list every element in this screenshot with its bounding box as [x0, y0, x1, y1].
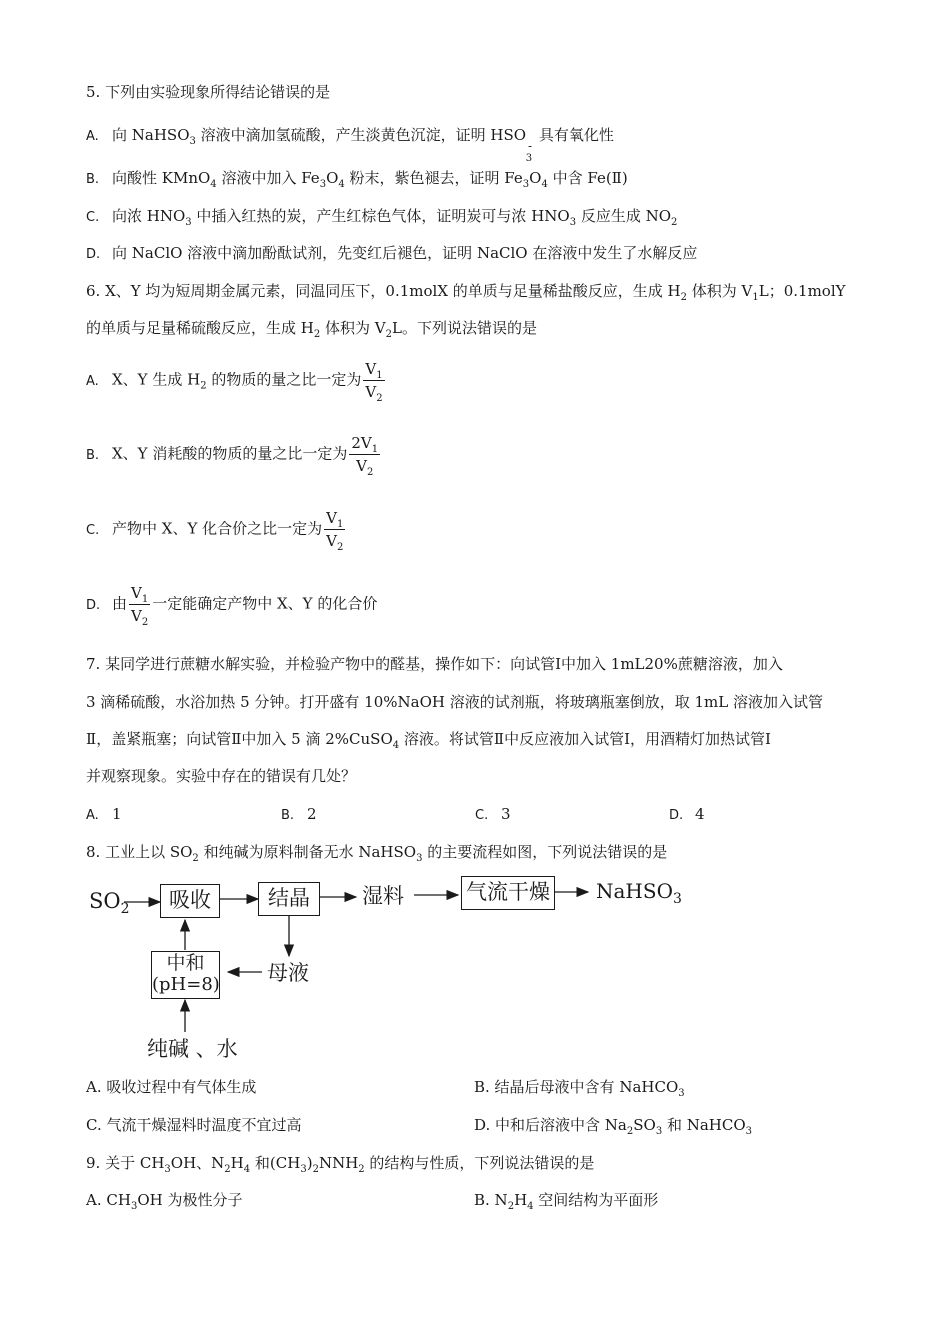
option-letter: D.: [86, 247, 101, 262]
text: 和 NaHCO: [662, 1116, 746, 1134]
text: B. N: [474, 1191, 508, 1209]
option-letter: A.: [86, 373, 99, 389]
text: X、Y 生成 H: [112, 370, 201, 389]
q7-option-a: [86, 804, 122, 826]
subscript: 2: [507, 1201, 515, 1212]
flow-input-label: 纯碱 、水: [147, 1037, 238, 1061]
subscript: 1: [752, 292, 759, 303]
q5-option-b: [86, 168, 628, 190]
q7-option-b: [281, 804, 317, 826]
text: NaHSO: [596, 879, 673, 903]
subscript: 1: [371, 444, 379, 455]
subscript: 4: [527, 1201, 534, 1212]
subscript: 3: [130, 1201, 138, 1212]
q8-option-d: [474, 1115, 752, 1135]
subscript: 1: [336, 519, 344, 530]
q6-option-b: [86, 432, 382, 477]
text: 3: [501, 805, 511, 823]
text: 8. 工业上以 SO: [86, 843, 193, 861]
text: 中插入红热的炭，产生红棕色气体，证明炭可与浓 HNO: [191, 207, 570, 225]
subscript: 3: [655, 1126, 663, 1137]
text: V: [365, 383, 377, 401]
text: 由: [112, 594, 128, 613]
text: L；0.1molY: [758, 282, 846, 300]
subscript: 3: [300, 1164, 307, 1175]
text: 和(CH: [250, 1154, 301, 1172]
text: O: [529, 169, 542, 187]
text: 体积为 V: [320, 319, 386, 337]
flow-crystal-box: 结晶: [258, 882, 320, 916]
subscript: 2: [192, 853, 199, 864]
text: L。下列说法错误的是: [391, 319, 537, 337]
subscript: 3: [416, 853, 423, 864]
text: 2: [307, 805, 317, 823]
subscript: 4: [392, 740, 400, 751]
text: 向 NaHSO: [112, 126, 190, 144]
text: NNH: [318, 1154, 359, 1172]
text: ): [306, 1154, 313, 1172]
text: O: [326, 169, 339, 187]
text: 反应生成 NO: [576, 207, 672, 225]
ion-charge: -: [528, 139, 533, 153]
text: 溶液中滴加氢硫酸，产生淡黄色沉淀，证明 HSO: [195, 126, 527, 144]
flow-mother-label: 母液: [267, 961, 309, 985]
text: 具有氧化性: [534, 126, 614, 144]
text: V: [365, 360, 377, 378]
text: H: [514, 1191, 528, 1209]
option-letter: C.: [86, 522, 100, 538]
text: 空间结构为平面形: [533, 1191, 659, 1209]
subscript: 2: [626, 1126, 634, 1137]
text: 溶液中加入 Fe: [216, 169, 320, 187]
fraction: [129, 582, 150, 627]
q8-option-c: C. 气流干燥湿料时温度不宜过高: [86, 1116, 302, 1134]
q6-stem-line2: [86, 318, 537, 338]
subscript: 2: [141, 617, 149, 628]
text: V: [356, 457, 367, 475]
subscript: 2: [120, 901, 130, 918]
option-letter: A.: [86, 808, 99, 823]
q6-option-c: [86, 507, 347, 552]
text: 9. 关于 CH: [86, 1154, 165, 1172]
subscript: 1: [141, 594, 149, 605]
q9-option-a: [86, 1190, 242, 1210]
option-letter: B.: [281, 808, 295, 823]
text: D. 中和后溶液中含 Na: [474, 1116, 627, 1134]
text: 粉末，紫色褪去，证明 Fe: [344, 169, 523, 187]
q9-option-b: [474, 1190, 658, 1210]
text: 6. X、Y 均为短周期金属元素，同温同压下，0.1molX 的单质与足量稀盐酸反应，生成 H: [86, 282, 681, 300]
q6-option-a: [86, 358, 387, 403]
subscript: 2: [224, 1164, 231, 1175]
option-letter: D.: [86, 597, 101, 613]
option-letter: B.: [86, 447, 100, 463]
fraction: [349, 432, 380, 477]
subscript: 3: [319, 179, 327, 190]
q6-option-d: [86, 582, 377, 627]
q6-stem-line1: [86, 281, 846, 301]
q5-option-c: [86, 206, 677, 228]
subscript: 2: [313, 329, 321, 340]
text: 向 NaClO 溶液中滴加酚酞试剂，先变红后褪色，证明 NaClO 在溶液中发生了水解反应: [112, 244, 698, 262]
subscript: 1: [376, 370, 383, 381]
subscript: 2: [366, 467, 374, 478]
subscript: 2: [312, 1164, 319, 1175]
q7-option-c: [475, 804, 511, 826]
option-letter: C.: [86, 210, 100, 225]
subscript: 3: [678, 1088, 685, 1099]
option-letter: A.: [86, 129, 99, 144]
text: SO: [633, 1116, 656, 1134]
text: 中含 Fe(Ⅱ): [547, 169, 628, 187]
q8-option-a: A. 吸收过程中有气体生成: [86, 1078, 257, 1096]
flow-wet-label: 湿料: [362, 884, 404, 908]
text: 中和: [166, 952, 205, 974]
subscript: 4: [243, 1164, 251, 1175]
text: 产物中 X、Y 化合价之比一定为: [112, 519, 323, 538]
text: B. 结晶后母液中含有 NaHCO: [474, 1078, 679, 1096]
subscript: 4: [210, 179, 217, 190]
flow-neutral-box: [151, 951, 220, 999]
flow-product-label: [596, 876, 682, 906]
q5-option-d: [86, 243, 697, 265]
flow-absorb-box: 吸收: [160, 884, 220, 918]
text: 体积为 V: [687, 282, 753, 300]
q5-stem: 5. 下列由实验现象所得结论错误的是: [86, 83, 331, 101]
subscript: 4: [541, 179, 548, 190]
text: 向浓 HNO: [112, 207, 186, 225]
text: V: [131, 584, 142, 602]
subscript: 2: [200, 380, 207, 392]
text: H: [230, 1154, 244, 1172]
subscript: 4: [338, 179, 345, 190]
text: 4: [695, 805, 705, 823]
subscript: 2: [376, 393, 383, 404]
q8-option-b: [474, 1077, 685, 1097]
text: A. CH: [86, 1191, 131, 1209]
q5-option-a: [86, 125, 614, 164]
text: V: [326, 532, 337, 550]
text: 和纯碱为原料制备无水 NaHSO: [198, 843, 417, 861]
text: V: [131, 607, 142, 625]
subscript: 2: [680, 292, 688, 303]
text: 的结构与性质，下列说法错误的是: [364, 1154, 595, 1172]
text: 向酸性 KMnO: [112, 169, 211, 187]
subscript: 3: [672, 891, 682, 907]
option-letter: B.: [86, 172, 100, 187]
subscript: 3: [164, 1164, 171, 1175]
text: Ⅱ，盖紧瓶塞；向试管Ⅱ中加入 5 滴 2%CuSO: [86, 730, 393, 748]
flow-dry-box: 气流干燥: [461, 876, 555, 910]
q7-stem-line1: 7. 某同学进行蔗糖水解实验，并检验产物中的醛基，操作如下：向试管Ⅰ中加入 1mL20%蔗糖溶液，加入: [86, 655, 783, 673]
q9-stem: [86, 1153, 594, 1173]
text: X、Y 消耗酸的物质的量之比一定为: [112, 444, 348, 463]
fraction: [324, 507, 345, 552]
q7-stem-line4: 并观察现象。实验中存在的错误有几处？: [86, 767, 357, 785]
text: 一定能确定产物中 X、Y 的化合价: [152, 594, 378, 613]
text: OH 为极性分子: [137, 1191, 243, 1209]
subscript: 2: [336, 542, 344, 553]
text: (pH=8): [152, 974, 220, 995]
option-letter: D.: [669, 808, 684, 823]
q8-stem: [86, 842, 667, 862]
subscript: 3: [745, 1126, 753, 1137]
subscript: 3: [189, 136, 196, 147]
text: 溶液。将试管Ⅱ中反应液加入试管Ⅰ，用酒精灯加热试管Ⅰ: [399, 730, 771, 748]
subscript: 2: [671, 217, 678, 228]
text: 2V: [351, 434, 372, 452]
subscript: 2: [385, 329, 392, 340]
subscript: 2: [358, 1164, 365, 1175]
text: V: [326, 509, 337, 527]
text: 的主要流程如图，下列说法错误的是: [422, 843, 668, 861]
subscript: 3: [522, 179, 530, 190]
fraction: [363, 358, 384, 403]
q7-stem-line2: 3 滴稀硫酸，水浴加热 5 分钟。打开盛有 10%NaOH 溶液的试剂瓶，将玻璃瓶塞倒放，取 1mL 溶液加入试管: [86, 693, 823, 711]
text: SO: [89, 889, 121, 913]
q7-stem-line3: [86, 729, 771, 749]
text: 的物质的量之比一定为: [206, 370, 362, 389]
text: 1: [112, 805, 122, 823]
subscript: 3: [185, 217, 192, 228]
q7-option-d: [669, 804, 705, 826]
text: OH、N: [170, 1154, 225, 1172]
option-letter: C.: [475, 808, 489, 823]
subscript: 3: [569, 217, 577, 228]
text: 的单质与足量稀硫酸反应，生成 H: [86, 319, 314, 337]
flow-so2-label: [89, 886, 130, 916]
subscript: 3: [525, 153, 533, 164]
